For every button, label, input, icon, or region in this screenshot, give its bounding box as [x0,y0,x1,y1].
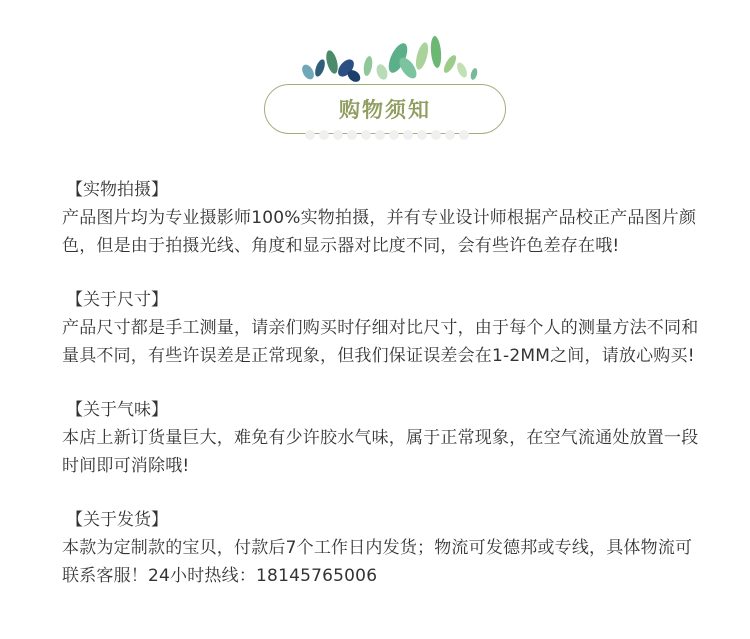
notice-content [62,176,702,616]
section-body: 本款为定制款的宝贝，付款后7个工作日内发货；物流可发德邦或专线，具体物流可联系客服！24小时热线：18145765006 [62,538,693,586]
section-body: 产品图片均为专业摄影师100%实物拍摄，并有专业设计师根据产品校正产品图片颜色，但是由于拍摄光线、角度和显示器对比度不同，会有些许色差存在哦! [62,208,697,256]
section-body: 本店上新订货量巨大，难免有少许胶水气味，属于正常现象，在空气流通处放置一段时间即可消除哦! [62,428,699,476]
title-pill [264,84,506,134]
section-body: 产品尺寸都是手工测量，请亲们购买时仔细对比尺寸，由于每个人的测量方法不同和量具不同，有些许误差是正常现象，但我们保证误差会在1-2MM之间，请放心购买! [62,318,699,366]
section-heading: 【关于气味】 [66,400,168,420]
leaf-decoration-icon [290,28,490,90]
section-size [62,286,702,370]
section-heading: 【实物拍摄】 [66,180,168,200]
header-banner [0,0,750,150]
section-heading: 【关于发货】 [66,510,168,530]
section-shipping [62,506,702,590]
section-heading: 【关于尺寸】 [66,290,168,310]
section-photo [62,176,702,260]
section-smell [62,396,702,480]
page-title: 购物须知 [339,98,431,122]
dots-decoration-icon [300,128,470,142]
